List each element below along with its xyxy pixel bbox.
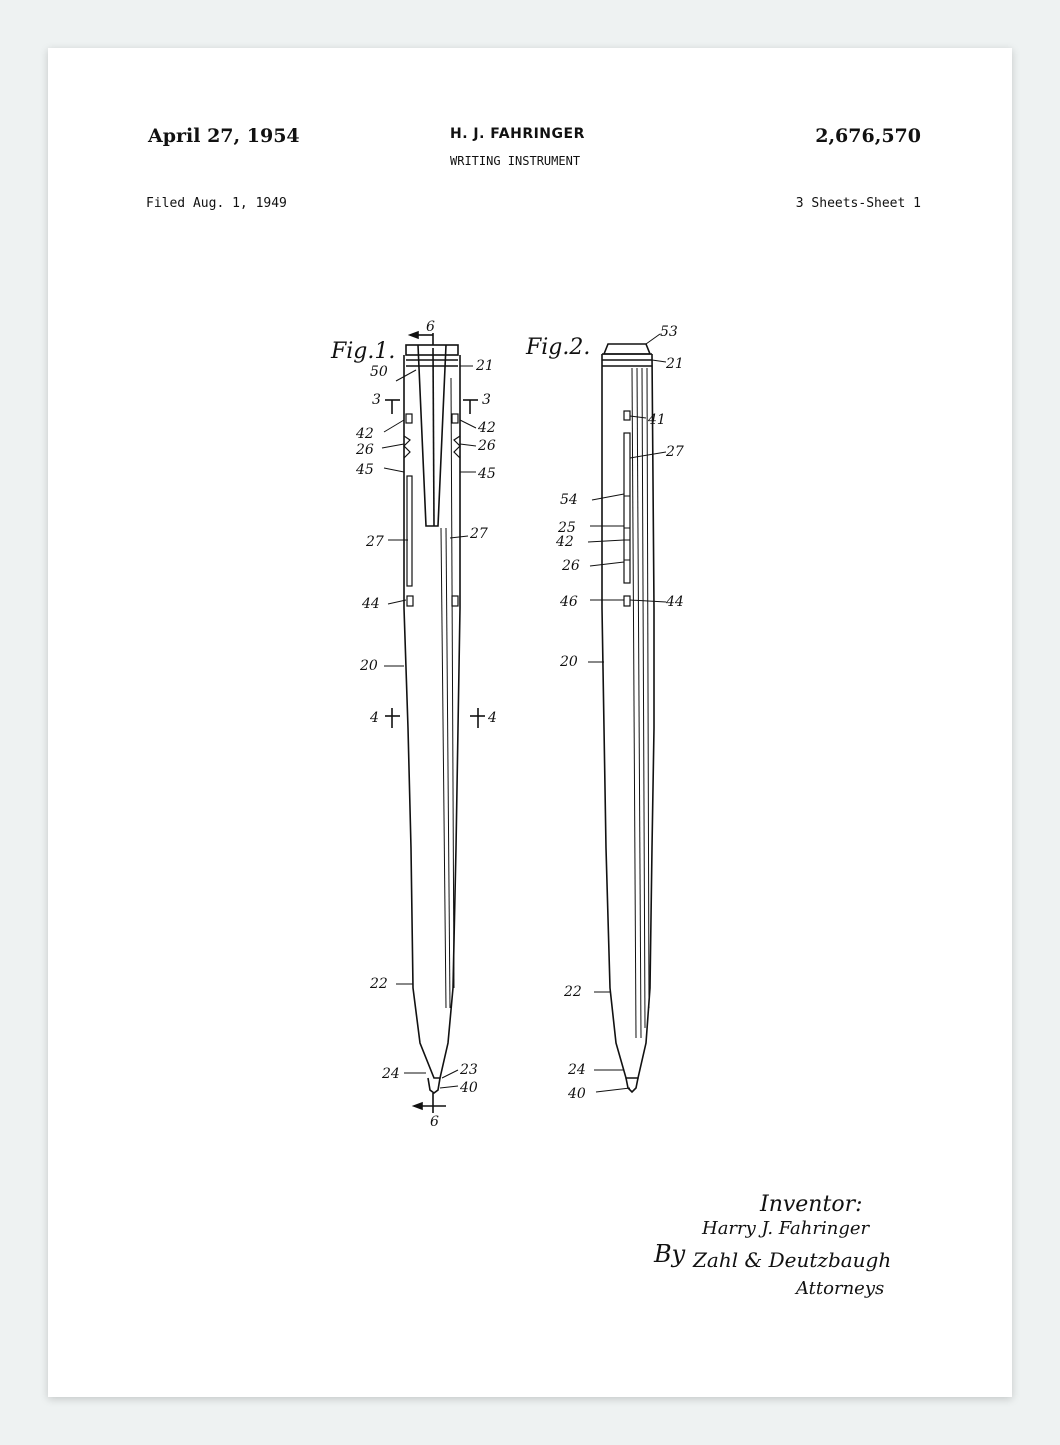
fig2-ref-54: 54 (560, 492, 578, 508)
fig2-ref-40: 40 (568, 1086, 586, 1102)
patent-sheet (48, 48, 1012, 1397)
fig1-ref-6-bottom: 6 (430, 1114, 439, 1130)
fig2-label: Fig.2. (526, 335, 591, 360)
fig2-ref-21: 21 (666, 356, 684, 372)
fig2-ref-26: 26 (562, 558, 580, 574)
fig2-cap-top (604, 344, 650, 354)
fig1-tip (428, 1078, 440, 1093)
fig1-ref-3-right: 3 (482, 392, 491, 408)
fig1-ref-4-left: 4 (370, 710, 379, 726)
fig2-ref-27: 27 (666, 444, 684, 460)
fig1-ref-24: 24 (382, 1066, 400, 1082)
fig1-ref-26-left: 26 (356, 442, 374, 458)
fig1-ref-23: 23 (460, 1062, 478, 1078)
figure-2 (525, 324, 684, 1102)
attorney-firm: Zahl & Deutzbaugh (693, 1248, 892, 1272)
inventor-heading: H. J. FAHRINGER (450, 126, 585, 142)
inventor-label: Inventor: (760, 1192, 863, 1217)
fig2-ref-22: 22 (564, 984, 582, 1000)
fig1-ref-50: 50 (370, 364, 388, 380)
attorneys-label: Attorneys (796, 1278, 885, 1299)
fig1-ref-3-left: 3 (372, 392, 381, 408)
fig1-ref-42-right: 42 (478, 420, 496, 436)
patent-date: April 27, 1954 (148, 125, 300, 147)
fig1-ref-27-left: 27 (366, 534, 384, 550)
fig2-ref-25: 25 (558, 520, 576, 536)
fig1-ref-45-left: 45 (356, 462, 374, 478)
fig2-ref-42: 42 (556, 534, 574, 550)
invention-title: WRITING INSTRUMENT (450, 154, 581, 168)
fig2-tip (626, 1078, 638, 1092)
fig1-label: Fig.1. (331, 339, 396, 364)
fig2-ref-20: 20 (560, 654, 578, 670)
figure-1 (330, 319, 497, 1130)
fig2-ref-44: 44 (666, 594, 684, 610)
fig1-clip (418, 345, 446, 526)
fig1-ref-45-right: 45 (478, 466, 496, 482)
fig1-ref-27-right: 27 (470, 526, 488, 542)
inventor-signature: Harry J. Fahringer (702, 1218, 870, 1239)
fig1-ref-4-right: 4 (488, 710, 497, 726)
fig2-ref-53: 53 (660, 324, 678, 340)
pen-drawing (48, 48, 1012, 1397)
patent-number: 2,676,570 (815, 125, 921, 147)
fig1-cap-top (406, 345, 458, 355)
fig1-ref-22: 22 (370, 976, 388, 992)
fig1-ref-6-top: 6 (426, 319, 435, 335)
fig1-ref-20: 20 (360, 658, 378, 674)
fig2-ref-46: 46 (560, 594, 578, 610)
sheet-count: 3 Sheets-Sheet 1 (795, 196, 921, 211)
filed-date: Filed Aug. 1, 1949 (146, 196, 287, 211)
fig1-ref-44: 44 (362, 596, 380, 612)
fig1-ref-42-left: 42 (356, 426, 374, 442)
fig1-ref-40: 40 (460, 1080, 478, 1096)
by-label: By (654, 1240, 686, 1268)
fig2-body (602, 354, 654, 1078)
fig1-ref-21: 21 (476, 358, 494, 374)
fig1-ref-26-right: 26 (478, 438, 496, 454)
fig2-ref-24: 24 (568, 1062, 586, 1078)
fig2-ref-41: 41 (648, 412, 666, 428)
